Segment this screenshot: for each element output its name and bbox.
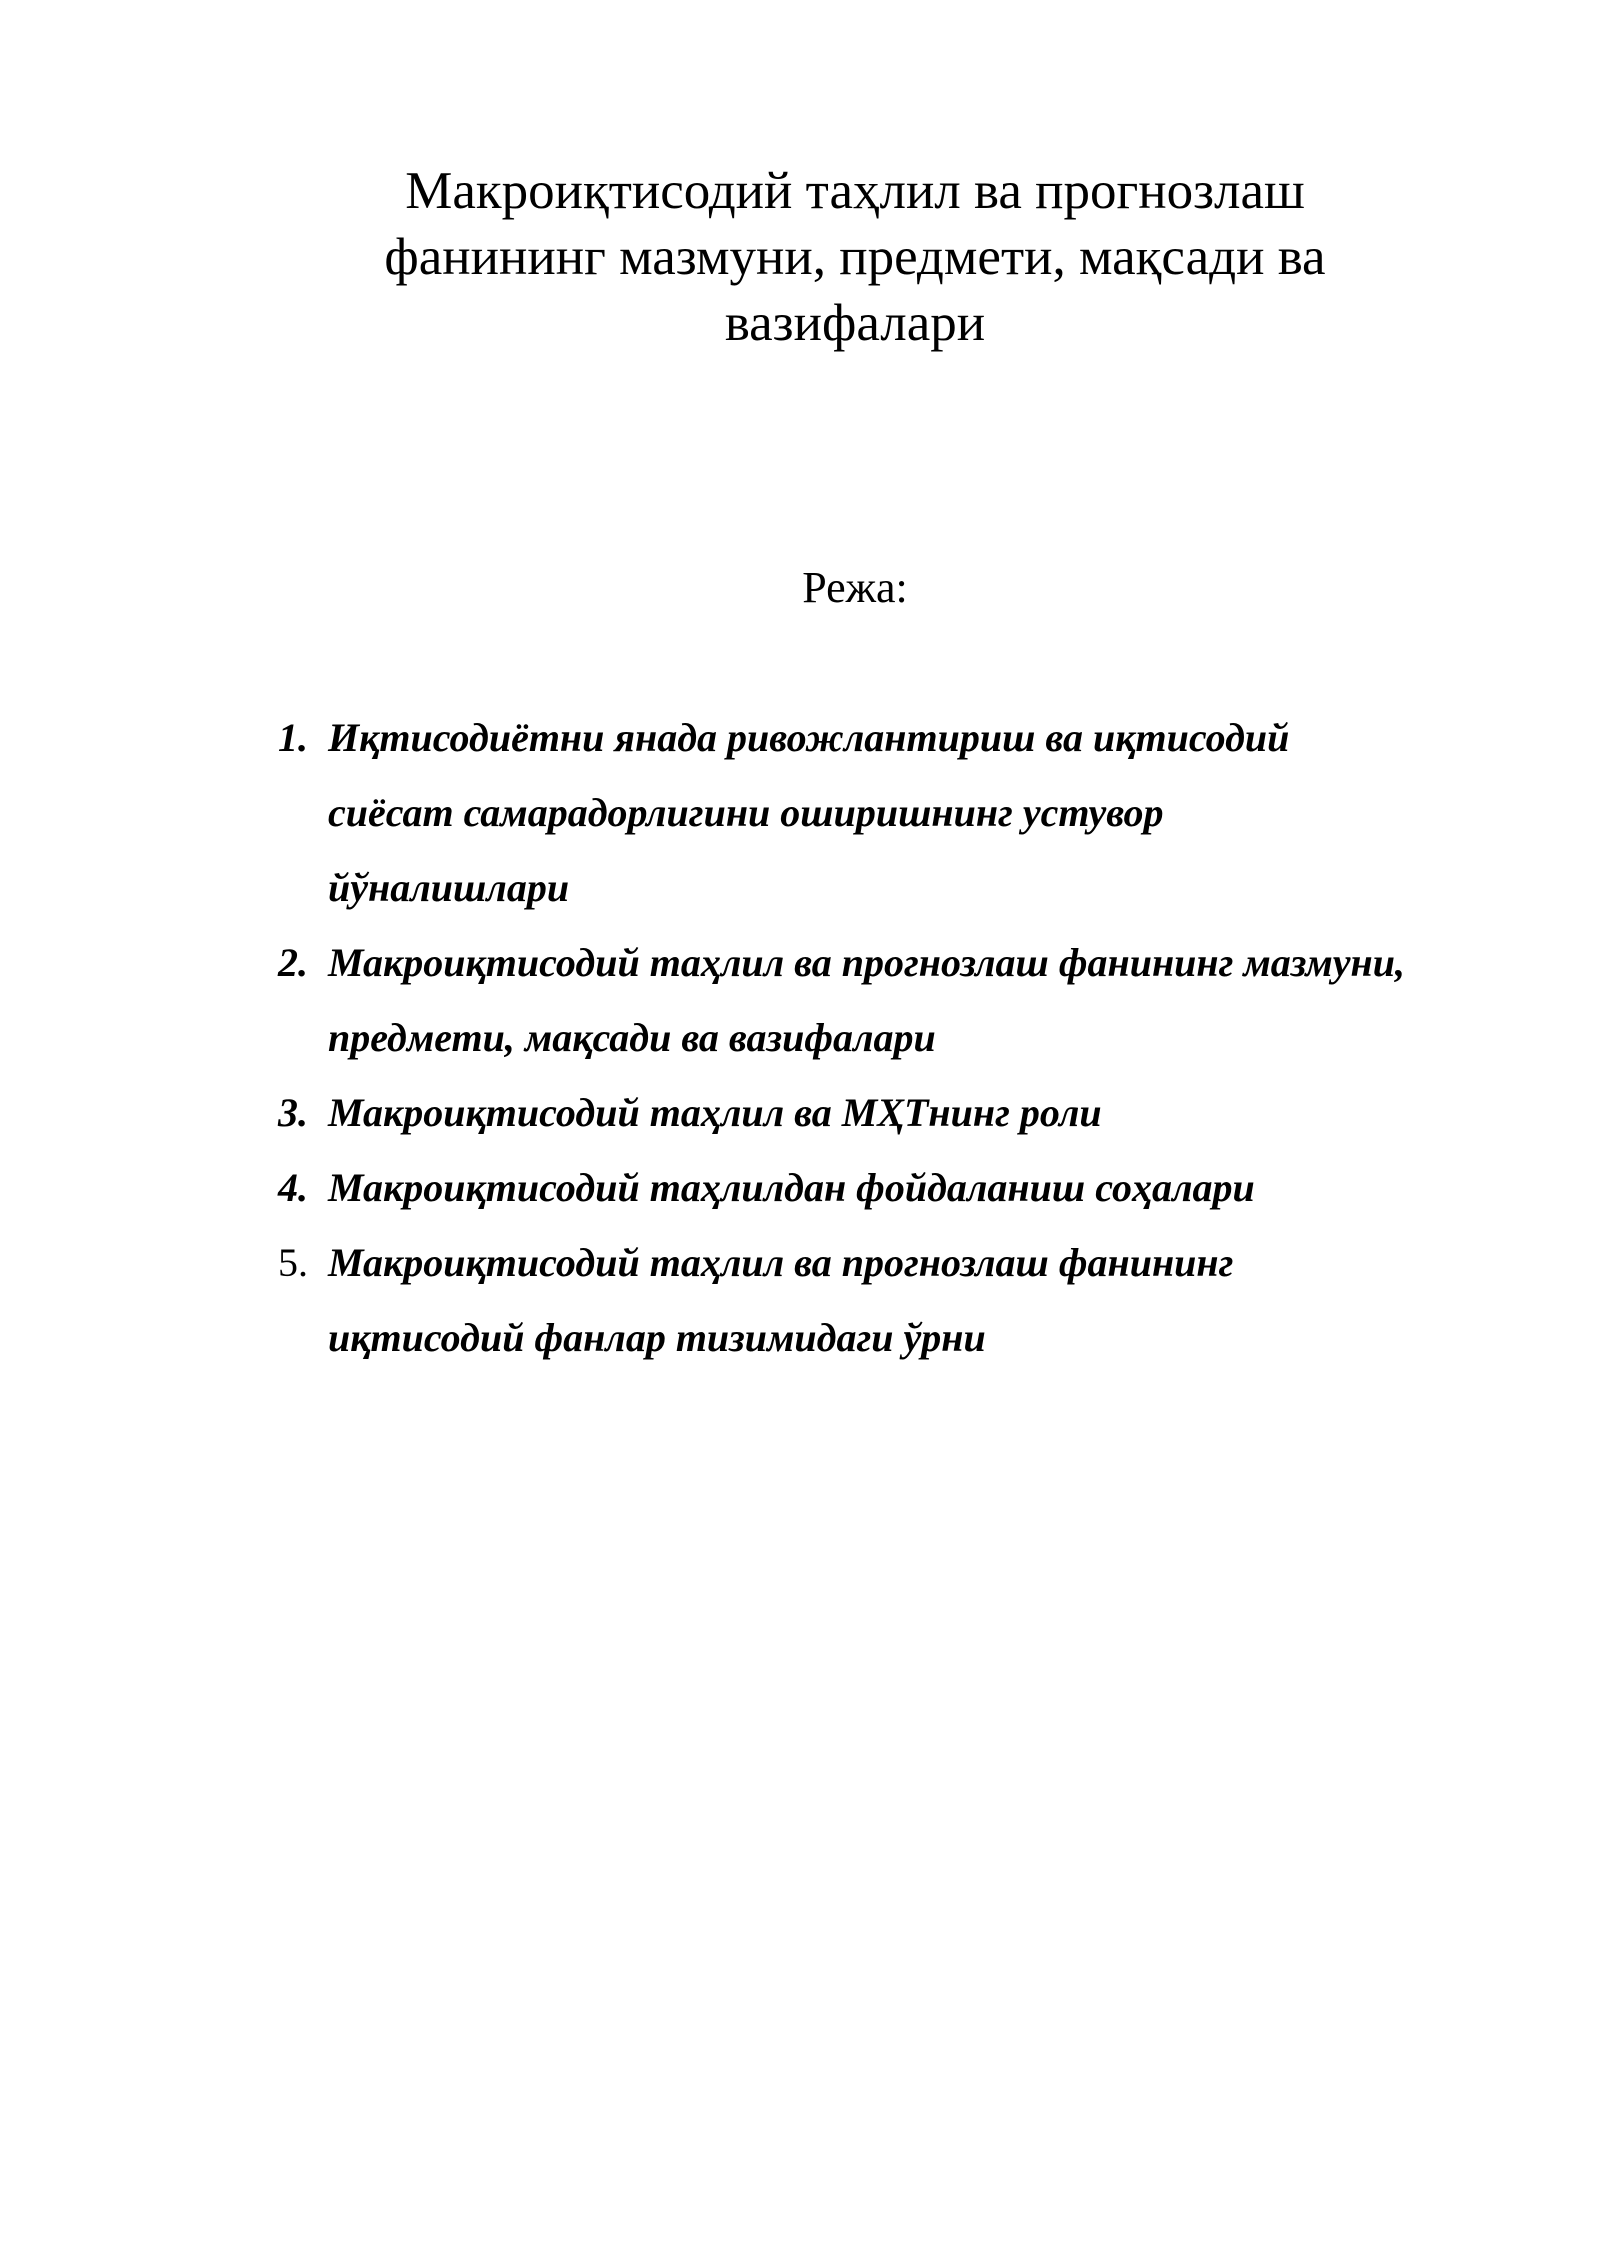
plan-item-text: Макроиқтисодий таҳлилдан фойдаланиш соҳалари [328,1165,1255,1210]
plan-item-text: йўналишлари [328,865,570,910]
plan-item-number: 4. [278,1165,308,1210]
plan-item-text: иқтисодий фанлар тизимидаги ўрни [328,1315,986,1360]
title-line: вазифалари [724,294,986,352]
plan-item-4 [278,1150,1538,1225]
plan-item-text: сиёсат самарадорлигини оширишнинг устувор [328,790,1164,835]
plan-item-2 [278,925,1538,1075]
title-line: фанининг мазмуни, предмети, мақсади ва [384,228,1326,286]
plan-item-number: 1. [278,715,308,760]
plan-heading: Режа: [802,563,908,612]
plan-item-number: 5. [278,1240,308,1285]
plan-item-text: предмети, мақсади ва вазифалари [328,1015,936,1060]
plan-item-3 [278,1075,1538,1150]
plan-item-5 [278,1225,1538,1375]
plan-item-number: 2. [278,940,308,985]
plan-item-text: Макроиқтисодий таҳлил ва прогнозлаш фанининг [328,1240,1234,1285]
plan-item-number: 3. [278,1090,308,1135]
title-line: Макроиқтисодий таҳлил ва прогнозлаш [405,162,1305,220]
plan-item-1 [278,700,1538,925]
plan-item-text: Макроиқтисодий таҳлил ва прогнозлаш фанининг мазмуни, [328,940,1406,985]
document-title [320,158,1390,356]
plan-item-text: Макроиқтисодий таҳлил ва МҲТнинг роли [328,1090,1102,1135]
plan-list [278,700,1538,1375]
plan-item-text: Иқтисодиётни янада ривожлантириш ва иқтисодий [328,715,1290,760]
